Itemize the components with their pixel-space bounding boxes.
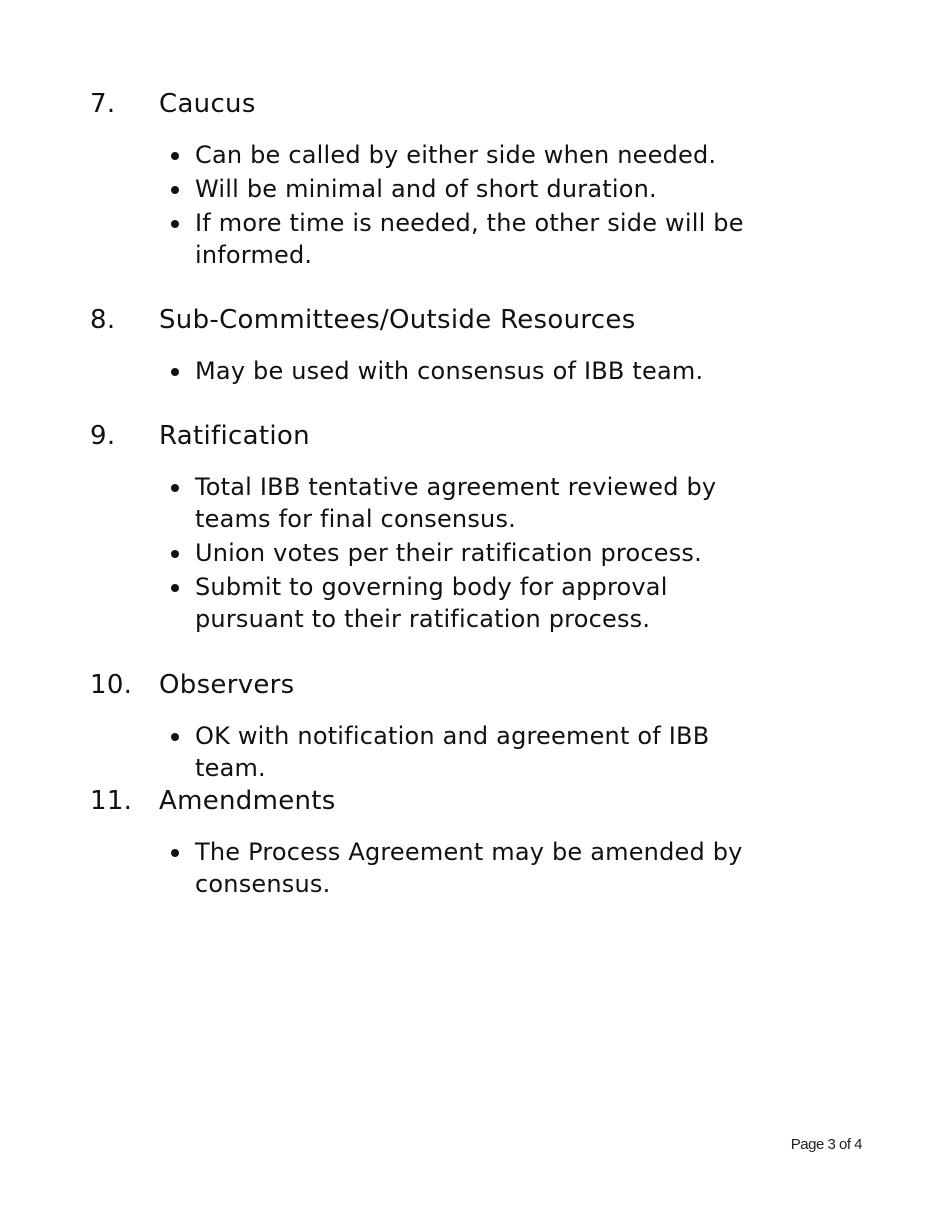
bullet-text: Can be called by either side when needed. [195,141,717,169]
page-number: Page 3 of 4 [790,1136,862,1153]
bullet-icon [171,733,179,741]
bullet-text: Will be minimal and of short duration. [195,175,657,203]
bullet-text: If more time is needed, the other side will be informed. [195,209,744,269]
section-title: Ratification [159,421,310,451]
section-ratification [90,421,870,635]
bullet-text: Union votes per their ratification process. [195,539,702,567]
bullet-icon [171,368,179,376]
list-item [90,173,755,205]
bullet-icon [171,550,179,558]
section-number: 8. [90,305,116,335]
bullet-list [90,471,870,635]
bullet-list [90,139,870,271]
bullet-icon [171,584,179,592]
list-item [90,355,755,387]
bullet-text: May be used with consensus of IBB team. [195,357,704,385]
bullet-text: OK with notification and agreement of IBB team. [195,722,710,782]
list-item [90,139,755,171]
section-sub-committees [90,305,870,387]
bullet-list [90,355,870,387]
list-item [90,471,755,535]
section-number: 10. [90,670,133,700]
section-amendments [90,786,870,900]
section-title: Observers [159,670,295,700]
section-title: Sub-Committees/Outside Resources [159,305,636,335]
bullet-icon [171,220,179,228]
section-heading [90,89,870,123]
bullet-text: Submit to governing body for approval pursuant to their ratification process. [195,573,668,633]
list-item [90,836,755,900]
list-item [90,571,755,635]
section-title: Amendments [159,786,336,816]
list-item [90,720,755,784]
bullet-list [90,720,870,784]
section-heading [90,305,870,339]
bullet-icon [171,484,179,492]
section-heading [90,670,870,704]
section-number: 11. [90,786,133,816]
bullet-icon [171,849,179,857]
section-number: 9. [90,421,116,451]
bullet-icon [171,152,179,160]
section-heading [90,786,870,820]
section-number: 7. [90,89,116,119]
bullet-text: Total IBB tentative agreement reviewed by teams for final consensus. [195,473,717,533]
bullet-list [90,836,870,900]
section-observers [90,670,870,784]
section-heading [90,421,870,455]
bullet-text: The Process Agreement may be amended by consensus. [195,838,743,898]
section-title: Caucus [159,89,256,119]
list-item [90,207,755,271]
bullet-icon [171,186,179,194]
list-item [90,537,755,569]
section-caucus [90,89,870,271]
